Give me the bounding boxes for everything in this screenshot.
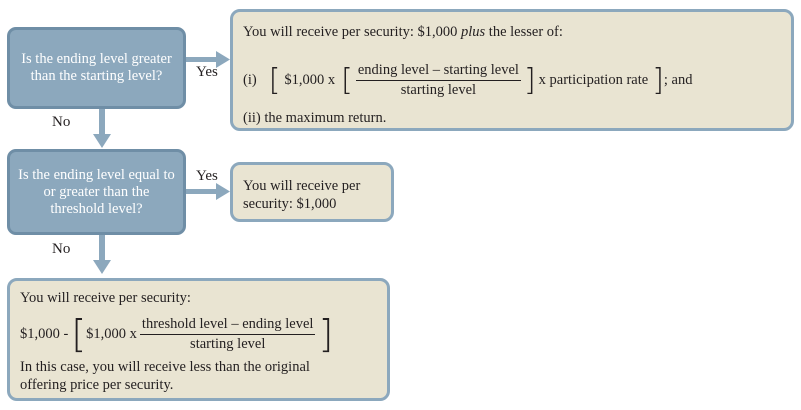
close-bracket-outer: ] xyxy=(652,62,664,98)
open-bracket-inner: [ xyxy=(341,62,353,98)
arrow-yes-2-head xyxy=(216,183,230,200)
result-3-note-line-2: offering price per security. xyxy=(20,377,174,393)
result-1-formula xyxy=(243,62,693,99)
close-bracket-inner: ] xyxy=(523,62,536,98)
no-label-1: No xyxy=(52,114,71,130)
fraction-3-numerator: threshold level – ending level xyxy=(140,316,316,335)
arrow-no-1 xyxy=(99,108,105,136)
item-i-label: (i) xyxy=(243,72,257,88)
open-bracket-3: [ xyxy=(71,312,87,356)
question-box-1 xyxy=(7,27,186,109)
close-bracket-3: ] xyxy=(318,312,334,356)
arrow-no-2 xyxy=(99,234,105,262)
arrow-yes-1-head xyxy=(216,51,230,68)
result-box-loss xyxy=(7,278,390,401)
yes-label-1: Yes xyxy=(196,64,218,80)
arrow-yes-1 xyxy=(185,57,218,62)
fraction-1-numerator: ending level – starting level xyxy=(356,62,521,81)
formula-1-amount: $1,000 x xyxy=(284,72,336,88)
result-box-maximum-return xyxy=(230,9,794,131)
arrow-no-1-head xyxy=(93,134,111,148)
yes-label-2: Yes xyxy=(196,168,218,184)
formula-3-amount: $1,000 x xyxy=(86,325,137,342)
arrow-no-2-head xyxy=(93,260,111,274)
formula-3-prefix: $1,000 - xyxy=(20,325,69,342)
plus-word: plus xyxy=(461,24,486,40)
arrow-yes-2 xyxy=(185,189,218,194)
result-box-principal xyxy=(230,162,394,222)
result-3-note-line-1: In this case, you will receive less than the original xyxy=(20,359,310,375)
result-2-line-2: security: $1,000 xyxy=(243,196,337,212)
result-3-formula xyxy=(20,312,334,356)
question-1-text: Is the ending level greater than the starting level? xyxy=(21,51,172,84)
result-2-line-1: You will receive per xyxy=(243,178,361,194)
no-label-2: No xyxy=(52,241,71,257)
fraction-1-denominator: starting level xyxy=(400,82,477,98)
participation-rate-text: x participation rate xyxy=(538,72,649,88)
question-2-text: Is the ending level equal to or greater than the threshold level? xyxy=(18,166,175,217)
result-3-intro: You will receive per security: xyxy=(20,290,191,306)
fraction-3-denominator: starting level xyxy=(190,335,266,352)
result-1-intro: You will receive per security: $1,000 plus the lesser of: xyxy=(243,24,563,40)
open-bracket-outer: [ xyxy=(268,62,281,98)
and-text: ; and xyxy=(663,72,693,88)
question-box-2 xyxy=(7,149,186,235)
item-ii-text: (ii) the maximum return. xyxy=(243,110,387,126)
fraction-3 xyxy=(140,316,316,353)
fraction-1 xyxy=(356,62,521,99)
